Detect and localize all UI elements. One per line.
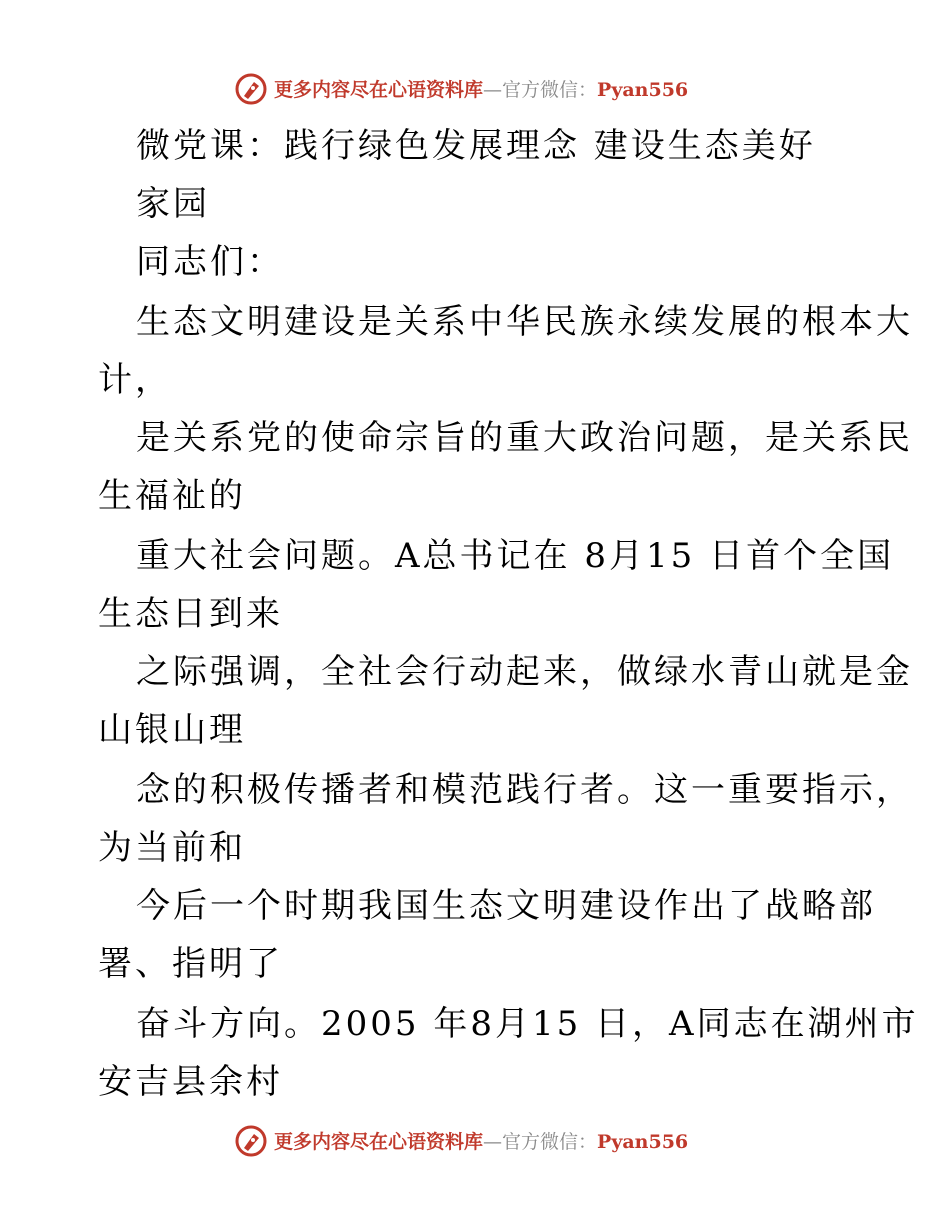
banner-main-text: 更多内容尽在心语资料库: [274, 1131, 484, 1153]
paragraph-line: 重大社会问题。A总书记在 8月15 日首个全国: [136, 536, 895, 576]
paragraph-line: 生态文明建设是关系中华民族永续发展的根本大: [136, 302, 913, 342]
paragraph-line: 为当前和: [98, 828, 246, 868]
footer-banner: [0, 1122, 950, 1162]
paragraph-line: 山银山理: [98, 710, 246, 750]
banner-wechat-label: 官方微信：: [502, 1131, 598, 1153]
paragraph-line: 是关系党的使命宗旨的重大政治问题，是关系民: [136, 418, 913, 458]
paragraph-line: 生态日到来: [98, 594, 283, 634]
paragraph-line: 生福祉的: [98, 476, 246, 516]
paragraph-line: 奋斗方向。2005 年8月15 日，A同志在湖州市: [136, 1004, 919, 1044]
banner-dash: —: [483, 1131, 503, 1153]
banner-text: [274, 1130, 688, 1154]
banner-main-text: 更多内容尽在心语资料库: [274, 79, 484, 101]
pen-nib-logo-icon: [234, 1124, 268, 1158]
paragraph-line: 署、指明了: [98, 944, 283, 984]
banner-wechat-label: 官方微信：: [502, 79, 598, 101]
banner-wechat-id: Pyan556: [597, 79, 689, 101]
paragraph-line: 之际强调，全社会行动起来，做绿水青山就是金: [136, 652, 913, 692]
banner-dash: —: [483, 79, 503, 101]
paragraph-line: 今后一个时期我国生态文明建设作出了战略部: [136, 886, 876, 926]
banner-wechat-id: Pyan556: [597, 1131, 689, 1153]
paragraph-line: 念的积极传播者和模范践行者。这一重要指示，: [136, 770, 913, 810]
document-title: 微党课：践行绿色发展理念 建设生态美好: [136, 126, 816, 166]
paragraph-line: 安吉县余村: [98, 1062, 283, 1102]
salutation: 同志们：: [136, 242, 284, 282]
paragraph-line: 计，: [98, 360, 172, 400]
document-title-continued: 家园: [136, 184, 210, 224]
